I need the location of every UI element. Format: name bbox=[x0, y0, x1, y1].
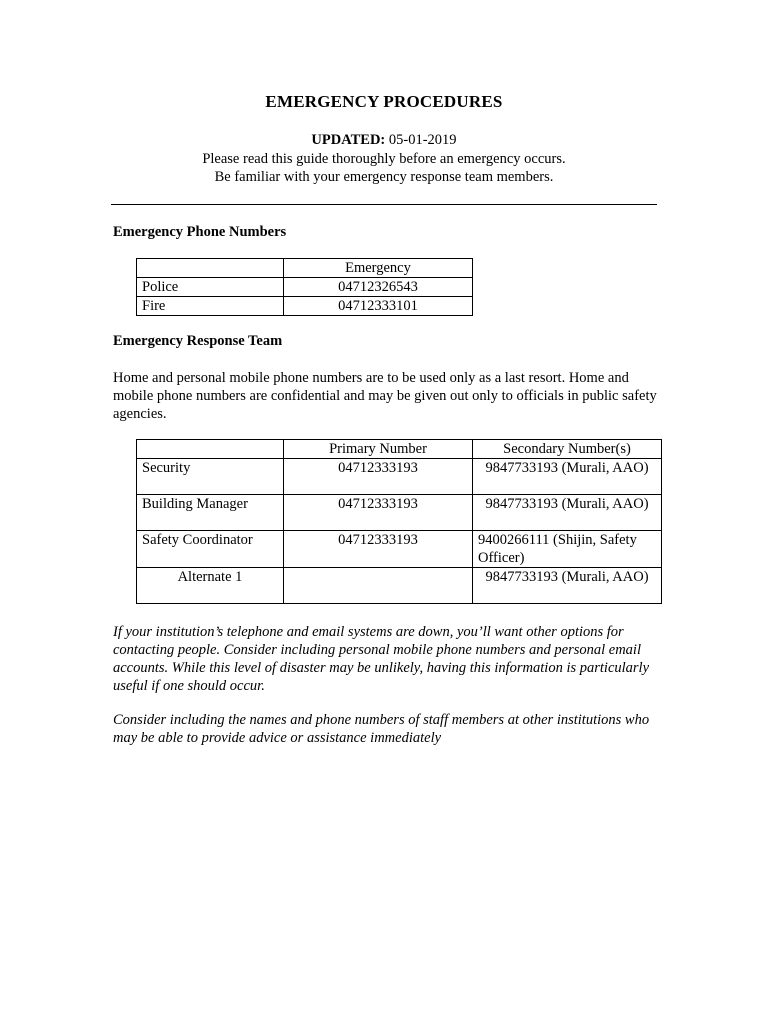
service-label: Police bbox=[137, 278, 284, 297]
intro-line-1: Please read this guide thoroughly before an emergency occurs. bbox=[202, 151, 566, 167]
note-other-institutions: Consider including the names and phone numbers of staff members at other institutions who may be able to provide advice or assistance immediately bbox=[113, 712, 650, 746]
updated-label: UPDATED: bbox=[311, 132, 386, 148]
secondary-number: 9400266111 (Shijin, Safety Officer) bbox=[473, 531, 662, 568]
response-team-table bbox=[136, 439, 662, 604]
page-title: EMERGENCY PROCEDURES bbox=[265, 92, 503, 111]
table-header-cell: Secondary Number(s) bbox=[473, 440, 662, 459]
table-header-row bbox=[137, 259, 473, 278]
phone-number: 04712326543 bbox=[284, 278, 473, 297]
secondary-number: 9847733193 (Murali, AAO) bbox=[473, 459, 662, 495]
phone-number: 04712333101 bbox=[284, 297, 473, 316]
intro-line-2: Be familiar with your emergency response team members. bbox=[214, 169, 554, 185]
updated-date: 05-01-2019 bbox=[388, 132, 457, 148]
table-row bbox=[137, 568, 662, 604]
response-team-heading: Emergency Response Team bbox=[113, 333, 283, 349]
response-team-intro: Home and personal mobile phone numbers are to be used only as a last resort. Home and mobile phone numbers are confidential and may be given out only to officials in public safety agencies. bbox=[113, 370, 657, 422]
note-systems-down: If your institution’s telephone and email systems are down, you’ll want other options for contacting people. Consider including personal mobile phone numbers and personal email accounts. While this level of disaster may be unlikely, having this information is particularly useful if one should occur. bbox=[113, 624, 650, 694]
role-label: Safety Coordinator bbox=[137, 531, 284, 568]
role-label: Building Manager bbox=[137, 495, 284, 531]
primary-number: 04712333193 bbox=[284, 531, 473, 568]
role-label: Alternate 1 bbox=[137, 568, 284, 604]
secondary-number: 9847733193 (Murali, AAO) bbox=[473, 495, 662, 531]
primary-number bbox=[284, 568, 473, 604]
phone-numbers-table bbox=[136, 258, 473, 316]
table-row bbox=[137, 278, 473, 297]
primary-number: 04712333193 bbox=[284, 495, 473, 531]
updated-line bbox=[0, 131, 768, 149]
table-cell bbox=[137, 440, 284, 459]
table-header-row bbox=[137, 440, 662, 459]
service-label: Fire bbox=[137, 297, 284, 316]
primary-number: 04712333193 bbox=[284, 459, 473, 495]
table-row bbox=[137, 459, 662, 495]
phone-numbers-heading: Emergency Phone Numbers bbox=[113, 224, 287, 240]
secondary-number: 9847733193 (Murali, AAO) bbox=[473, 568, 662, 604]
table-row bbox=[137, 297, 473, 316]
table-header-cell: Emergency bbox=[284, 259, 473, 278]
role-label: Security bbox=[137, 459, 284, 495]
table-cell bbox=[137, 259, 284, 278]
table-header-cell: Primary Number bbox=[284, 440, 473, 459]
table-row bbox=[137, 495, 662, 531]
table-row bbox=[137, 531, 662, 568]
horizontal-divider bbox=[111, 204, 657, 205]
